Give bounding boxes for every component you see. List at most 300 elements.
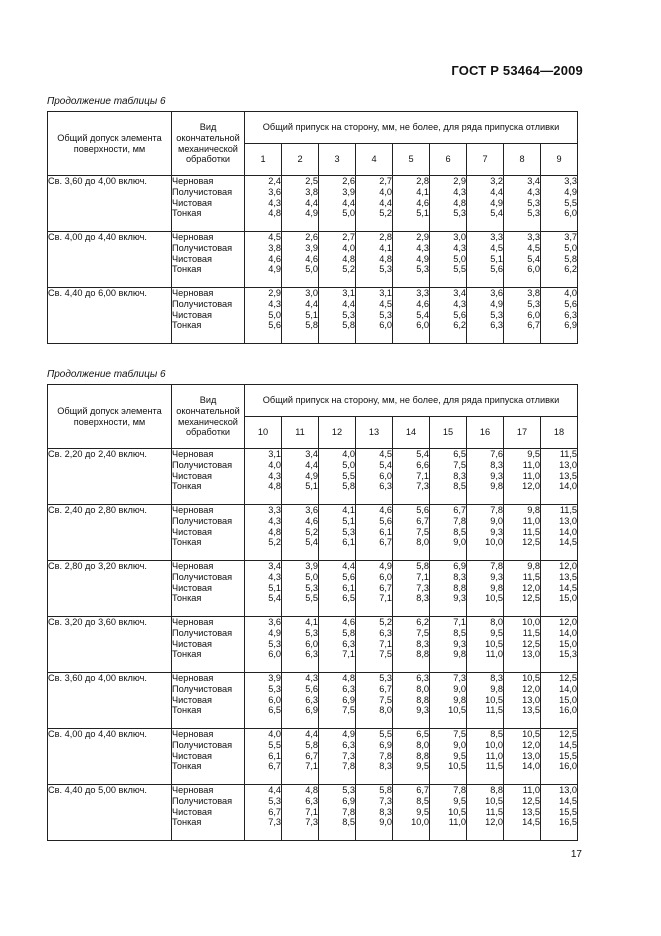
- tolerance-range: Св. 3,60 до 4,00 включ.: [48, 176, 172, 232]
- allowance-value: 9,5: [453, 750, 466, 761]
- allowance-value: 9,3: [490, 526, 503, 537]
- header-series-10: 10: [245, 417, 282, 449]
- allowance-cell: [319, 232, 356, 288]
- allowance-value: 3,6: [490, 288, 503, 298]
- allowance-value: 14,0: [559, 481, 578, 492]
- allowance-value: 5,3: [268, 638, 281, 649]
- table-row: [48, 505, 578, 561]
- allowance-cell: [504, 288, 541, 344]
- header-series-14: 14: [393, 417, 430, 449]
- allowance-value: 5,2: [342, 264, 355, 275]
- machining-kind: Получистовая: [172, 739, 233, 750]
- table-row: [48, 288, 578, 344]
- allowance-cell: [356, 617, 393, 673]
- allowance-value: 4,4: [305, 459, 318, 470]
- allowance-value: 4,8: [305, 785, 318, 795]
- machining-kinds: [172, 785, 245, 841]
- table-row: [48, 176, 578, 232]
- allowance-cell: [504, 673, 541, 729]
- allowance-value: 6,3: [379, 481, 392, 492]
- allowance-cell: [467, 176, 504, 232]
- document-standard-number: ГОСТ Р 53464—2009: [451, 63, 583, 78]
- allowance-value: 4,1: [379, 242, 392, 253]
- allowance-value: 5,1: [305, 481, 318, 492]
- allowance-cell: [467, 729, 504, 785]
- allowance-value: 13,0: [522, 750, 540, 761]
- machining-kind: Чистовая: [172, 638, 212, 649]
- allowance-value: 4,9: [379, 561, 392, 571]
- allowance-value: 4,6: [268, 253, 281, 264]
- machining-kind: Чистовая: [172, 694, 212, 705]
- allowance-value: 4,8: [379, 253, 392, 264]
- machining-kind: Черновая: [172, 449, 214, 459]
- allowance-value: 12,0: [522, 582, 540, 593]
- allowance-value: 10,0: [411, 817, 429, 828]
- tolerance-range: Св. 3,20 до 3,60 включ.: [48, 617, 172, 673]
- allowance-value: 8,5: [453, 627, 466, 638]
- allowance-value: 6,5: [342, 593, 355, 604]
- allowance-value: 16,5: [559, 817, 578, 828]
- allowance-value: 9,5: [490, 627, 503, 638]
- allowance-value: 4,4: [490, 186, 503, 197]
- allowance-value: 6,7: [379, 537, 392, 548]
- allowance-value: 5,3: [379, 309, 392, 320]
- allowance-cell: [541, 617, 578, 673]
- allowance-value: 8,3: [453, 571, 466, 582]
- allowance-value: 7,1: [342, 649, 355, 660]
- allowance-value: 3,4: [305, 449, 318, 459]
- allowance-value: 7,1: [305, 761, 318, 772]
- allowance-value: 6,1: [379, 526, 392, 537]
- allowance-value: 5,0: [342, 459, 355, 470]
- allowance-value: 8,5: [453, 481, 466, 492]
- allowance-value: 6,0: [379, 571, 392, 582]
- machining-kind: Получистовая: [172, 795, 233, 806]
- allowance-value: 4,6: [379, 505, 392, 515]
- allowance-value: 6,7: [379, 683, 392, 694]
- allowance-value: 5,1: [268, 582, 281, 593]
- allowance-value: 9,0: [453, 739, 466, 750]
- allowance-value: 5,5: [305, 593, 318, 604]
- allowance-value: 4,8: [268, 481, 281, 492]
- allowance-value: 11,5: [485, 806, 503, 817]
- allowance-value: 4,3: [268, 571, 281, 582]
- allowance-value: 6,0: [305, 638, 318, 649]
- allowance-value: 7,3: [416, 481, 429, 492]
- allowance-value: 4,3: [268, 470, 281, 481]
- tolerance-range: Св. 2,80 до 3,20 включ.: [48, 561, 172, 617]
- allowance-cell: [430, 617, 467, 673]
- allowance-value: 7,8: [342, 761, 355, 772]
- allowance-value: 3,7: [564, 232, 578, 242]
- allowance-value: 4,9: [416, 253, 429, 264]
- machining-kinds: [172, 505, 245, 561]
- header-series-15: 15: [430, 417, 467, 449]
- allowance-value: 6,1: [268, 750, 281, 761]
- table-row: [48, 232, 578, 288]
- header-machining-kind: Вид окончательной механической обработки: [172, 112, 245, 176]
- allowance-value: 3,3: [416, 288, 429, 298]
- machining-kind: Тонкая: [172, 264, 202, 275]
- allowance-value: 7,1: [379, 593, 392, 604]
- tolerance-range: Св. 3,60 до 4,00 включ.: [48, 673, 172, 729]
- machining-kind: Получистовая: [172, 515, 233, 526]
- allowance-cell: [319, 561, 356, 617]
- allowance-value: 3,9: [305, 242, 318, 253]
- allowance-value: 2,5: [305, 176, 318, 186]
- allowance-value: 8,5: [416, 795, 429, 806]
- allowance-value: 5,5: [453, 264, 466, 275]
- allowance-cell: [245, 561, 282, 617]
- allowance-value: 3,3: [564, 176, 578, 186]
- allowance-value: 4,5: [490, 242, 503, 253]
- allowance-value: 6,9: [342, 795, 355, 806]
- allowance-value: 8,3: [379, 761, 392, 772]
- allowance-value: 10,0: [522, 617, 540, 627]
- machining-kind: Черновая: [172, 561, 214, 571]
- allowance-value: 6,0: [379, 470, 392, 481]
- allowance-value: 5,8: [564, 253, 578, 264]
- allowance-value: 11,0: [522, 470, 540, 481]
- allowance-value: 5,0: [305, 571, 318, 582]
- allowance-cell: [430, 561, 467, 617]
- header-machining-kind: Вид окончательной механической обработки: [172, 385, 245, 449]
- allowance-value: 15,0: [559, 593, 578, 604]
- machining-kind: Чистовая: [172, 806, 212, 817]
- allowance-value: 6,0: [268, 694, 281, 705]
- allowance-value: 6,0: [379, 320, 392, 331]
- machining-kind: Черновая: [172, 176, 214, 186]
- allowance-value: 3,4: [527, 176, 540, 186]
- allowance-value: 4,1: [342, 505, 355, 515]
- allowance-value: 8,8: [416, 694, 429, 705]
- allowance-value: 15,0: [559, 638, 578, 649]
- allowance-value: 5,1: [342, 515, 355, 526]
- allowance-value: 8,0: [490, 617, 503, 627]
- allowance-value: 4,8: [342, 253, 355, 264]
- allowance-value: 7,6: [490, 449, 503, 459]
- allowance-cell: [245, 288, 282, 344]
- allowance-cell: [541, 449, 578, 505]
- allowance-value: 5,3: [268, 795, 281, 806]
- machining-kind: Получистовая: [172, 683, 233, 694]
- allowance-value: 7,5: [379, 694, 392, 705]
- allowance-value: 6,0: [564, 208, 578, 219]
- allowance-value: 14,5: [559, 537, 578, 548]
- allowance-value: 6,9: [564, 320, 578, 331]
- allowance-value: 5,4: [416, 309, 429, 320]
- allowance-value: 5,0: [564, 242, 578, 253]
- allowance-value: 5,3: [342, 309, 355, 320]
- allowance-cell: [393, 617, 430, 673]
- allowance-cell: [393, 729, 430, 785]
- machining-kinds: [172, 729, 245, 785]
- allowance-value: 7,1: [453, 617, 466, 627]
- allowance-value: 5,3: [342, 526, 355, 537]
- allowance-cell: [467, 785, 504, 841]
- allowance-value: 7,8: [490, 505, 503, 515]
- allowance-value: 8,8: [416, 750, 429, 761]
- allowance-value: 10,5: [448, 705, 466, 716]
- header-series-3: 3: [319, 144, 356, 176]
- allowance-value: 4,6: [342, 617, 355, 627]
- allowance-value: 5,3: [379, 673, 392, 683]
- allowance-value: 10,0: [485, 739, 503, 750]
- header-allowance: Общий припуск на сторону, мм, не более, для ряда припуска отливки: [245, 385, 578, 417]
- allowance-value: 5,2: [305, 526, 318, 537]
- table-row: [48, 617, 578, 673]
- allowance-value: 6,3: [564, 309, 578, 320]
- allowance-cell: [541, 785, 578, 841]
- allowance-value: 5,6: [379, 515, 392, 526]
- allowance-cell: [504, 617, 541, 673]
- allowance-value: 5,3: [379, 264, 392, 275]
- allowance-cell: [393, 785, 430, 841]
- allowance-value: 8,0: [416, 537, 429, 548]
- allowance-cell: [430, 449, 467, 505]
- allowance-value: 6,1: [342, 537, 355, 548]
- machining-kind: Черновая: [172, 617, 214, 627]
- allowance-value: 12,0: [522, 481, 540, 492]
- allowance-value: 5,1: [416, 208, 429, 219]
- allowance-cell: [245, 505, 282, 561]
- allowance-value: 4,9: [564, 186, 578, 197]
- allowance-cell: [541, 729, 578, 785]
- allowance-value: 5,5: [268, 739, 281, 750]
- allowance-value: 5,0: [342, 208, 355, 219]
- allowance-value: 11,5: [522, 526, 540, 537]
- header-series-2: 2: [282, 144, 319, 176]
- allowance-cell: [393, 288, 430, 344]
- allowance-value: 4,4: [342, 197, 355, 208]
- allowance-cell: [319, 505, 356, 561]
- allowance-value: 6,2: [453, 320, 466, 331]
- allowance-value: 3,9: [305, 561, 318, 571]
- allowance-value: 4,5: [379, 298, 392, 309]
- tolerance-range: Св. 4,40 до 5,00 включ.: [48, 785, 172, 841]
- allowance-value: 7,5: [453, 459, 466, 470]
- allowance-value: 4,9: [305, 208, 318, 219]
- allowance-value: 13,0: [522, 694, 540, 705]
- allowance-value: 4,4: [342, 561, 355, 571]
- allowance-value: 2,7: [379, 176, 392, 186]
- allowance-value: 4,0: [268, 459, 281, 470]
- allowance-value: 10,5: [448, 761, 466, 772]
- header-series-16: 16: [467, 417, 504, 449]
- allowance-value: 9,0: [453, 537, 466, 548]
- allowance-value: 3,6: [305, 505, 318, 515]
- allowance-cell: [467, 288, 504, 344]
- allowance-value: 8,3: [379, 806, 392, 817]
- allowance-value: 4,4: [379, 197, 392, 208]
- allowance-value: 13,0: [559, 785, 578, 795]
- allowance-cell: [245, 176, 282, 232]
- allowance-value: 13,0: [522, 649, 540, 660]
- allowance-value: 9,8: [527, 505, 540, 515]
- allowance-value: 4,4: [305, 729, 318, 739]
- allowance-cell: [430, 505, 467, 561]
- allowance-value: 9,3: [490, 571, 503, 582]
- allowance-value: 6,9: [379, 739, 392, 750]
- allowance-value: 14,0: [559, 683, 578, 694]
- allowance-cell: [356, 449, 393, 505]
- machining-kind: Чистовая: [172, 526, 212, 537]
- allowance-cell: [319, 288, 356, 344]
- allowance-value: 8,0: [379, 705, 392, 716]
- allowance-value: 12,5: [522, 593, 540, 604]
- allowance-value: 5,3: [490, 309, 503, 320]
- allowance-value: 4,1: [305, 617, 318, 627]
- machining-kind: Получистовая: [172, 186, 233, 197]
- allowance-value: 12,0: [522, 739, 540, 750]
- allowance-value: 10,5: [485, 638, 503, 649]
- allowance-value: 10,5: [485, 694, 503, 705]
- allowance-value: 4,9: [490, 298, 503, 309]
- allowance-cell: [393, 673, 430, 729]
- machining-kind: Черновая: [172, 232, 214, 242]
- allowance-value: 4,3: [305, 673, 318, 683]
- allowance-value: 5,1: [490, 253, 503, 264]
- allowance-value: 6,5: [453, 449, 466, 459]
- allowance-value: 6,3: [490, 320, 503, 331]
- allowance-value: 4,9: [268, 264, 281, 275]
- allowance-cell: [393, 232, 430, 288]
- machining-kinds: [172, 288, 245, 344]
- allowance-value: 11,0: [485, 750, 503, 761]
- allowance-value: 13,5: [522, 705, 540, 716]
- allowance-cell: [504, 729, 541, 785]
- allowance-value: 4,3: [527, 186, 540, 197]
- allowance-value: 5,2: [268, 537, 281, 548]
- allowance-cell: [504, 561, 541, 617]
- allowance-value: 5,4: [416, 449, 429, 459]
- allowance-value: 5,0: [268, 309, 281, 320]
- allowance-value: 7,3: [379, 795, 392, 806]
- allowance-cell: [245, 729, 282, 785]
- allowance-cell: [356, 505, 393, 561]
- allowance-value: 6,5: [268, 705, 281, 716]
- allowance-cell: [541, 176, 578, 232]
- allowance-value: 9,5: [527, 449, 540, 459]
- allowance-value: 2,8: [379, 232, 392, 242]
- allowance-value: 12,5: [522, 795, 540, 806]
- allowance-value: 7,8: [342, 806, 355, 817]
- allowance-value: 15,5: [559, 806, 578, 817]
- allowance-value: 16,0: [559, 761, 578, 772]
- allowance-value: 3,4: [268, 561, 281, 571]
- machining-kind: Тонкая: [172, 320, 202, 331]
- allowance-value: 4,4: [305, 197, 318, 208]
- allowance-value: 11,0: [522, 459, 540, 470]
- allowance-value: 6,3: [342, 683, 355, 694]
- table-row: [48, 673, 578, 729]
- allowance-value: 5,6: [268, 320, 281, 331]
- allowance-value: 10,5: [485, 795, 503, 806]
- allowance-value: 2,8: [416, 176, 429, 186]
- allowance-cell: [393, 561, 430, 617]
- allowance-cell: [430, 785, 467, 841]
- allowance-value: 9,5: [416, 761, 429, 772]
- header-series-7: 7: [467, 144, 504, 176]
- allowance-cell: [319, 729, 356, 785]
- machining-kind: Тонкая: [172, 705, 202, 716]
- allowance-value: 7,5: [342, 705, 355, 716]
- allowance-value: 4,3: [268, 515, 281, 526]
- allowance-value: 7,3: [342, 750, 355, 761]
- allowance-value: 7,3: [453, 673, 466, 683]
- allowance-value: 12,5: [522, 537, 540, 548]
- allowance-value: 3,8: [527, 288, 540, 298]
- allowance-value: 5,3: [268, 683, 281, 694]
- allowance-cell: [319, 785, 356, 841]
- allowance-value: 7,5: [416, 526, 429, 537]
- allowance-value: 8,5: [342, 817, 355, 828]
- allowance-value: 4,3: [453, 186, 466, 197]
- allowance-value: 6,7: [416, 515, 429, 526]
- allowance-value: 6,0: [268, 649, 281, 660]
- allowance-value: 9,3: [490, 470, 503, 481]
- machining-kinds: [172, 617, 245, 673]
- allowance-value: 12,5: [522, 638, 540, 649]
- allowance-value: 11,0: [522, 785, 540, 795]
- allowance-value: 6,7: [453, 505, 466, 515]
- allowance-value: 12,0: [485, 817, 503, 828]
- allowance-value: 7,5: [379, 649, 392, 660]
- allowance-value: 6,9: [453, 561, 466, 571]
- allowance-value: 13,0: [559, 459, 578, 470]
- allowance-value: 6,7: [416, 785, 429, 795]
- allowance-cell: [282, 232, 319, 288]
- allowance-value: 15,3: [559, 649, 578, 660]
- allowance-value: 10,5: [448, 806, 466, 817]
- table-row: [48, 729, 578, 785]
- allowance-value: 5,4: [268, 593, 281, 604]
- machining-kind: Тонкая: [172, 593, 202, 604]
- allowance-value: 7,3: [416, 582, 429, 593]
- allowance-value: 6,7: [268, 761, 281, 772]
- allowance-value: 3,0: [453, 232, 466, 242]
- allowance-value: 4,6: [305, 515, 318, 526]
- machining-kind: Чистовая: [172, 470, 212, 481]
- machining-kind: Тонкая: [172, 817, 202, 828]
- allowance-value: 4,9: [305, 470, 318, 481]
- allowance-value: 8,3: [416, 638, 429, 649]
- allowance-value: 5,3: [527, 208, 540, 219]
- allowance-value: 2,9: [453, 176, 466, 186]
- allowance-cell: [282, 561, 319, 617]
- allowance-value: 3,6: [268, 186, 281, 197]
- allowance-value: 6,0: [527, 309, 540, 320]
- allowance-cell: [319, 617, 356, 673]
- allowance-value: 5,4: [379, 459, 392, 470]
- allowance-value: 4,1: [416, 186, 429, 197]
- allowance-value: 4,9: [342, 729, 355, 739]
- allowance-value: 11,5: [522, 571, 540, 582]
- allowance-value: 5,6: [453, 309, 466, 320]
- allowance-table-series-1-9: [47, 111, 578, 344]
- allowance-value: 5,3: [453, 208, 466, 219]
- allowance-value: 4,0: [379, 186, 392, 197]
- allowance-value: 4,4: [342, 298, 355, 309]
- allowance-value: 7,3: [268, 817, 281, 828]
- header-series-1: 1: [245, 144, 282, 176]
- allowance-value: 5,3: [416, 264, 429, 275]
- allowance-cell: [541, 561, 578, 617]
- allowance-value: 12,5: [559, 729, 578, 739]
- allowance-cell: [245, 617, 282, 673]
- allowance-cell: [393, 505, 430, 561]
- allowance-value: 4,0: [564, 288, 578, 298]
